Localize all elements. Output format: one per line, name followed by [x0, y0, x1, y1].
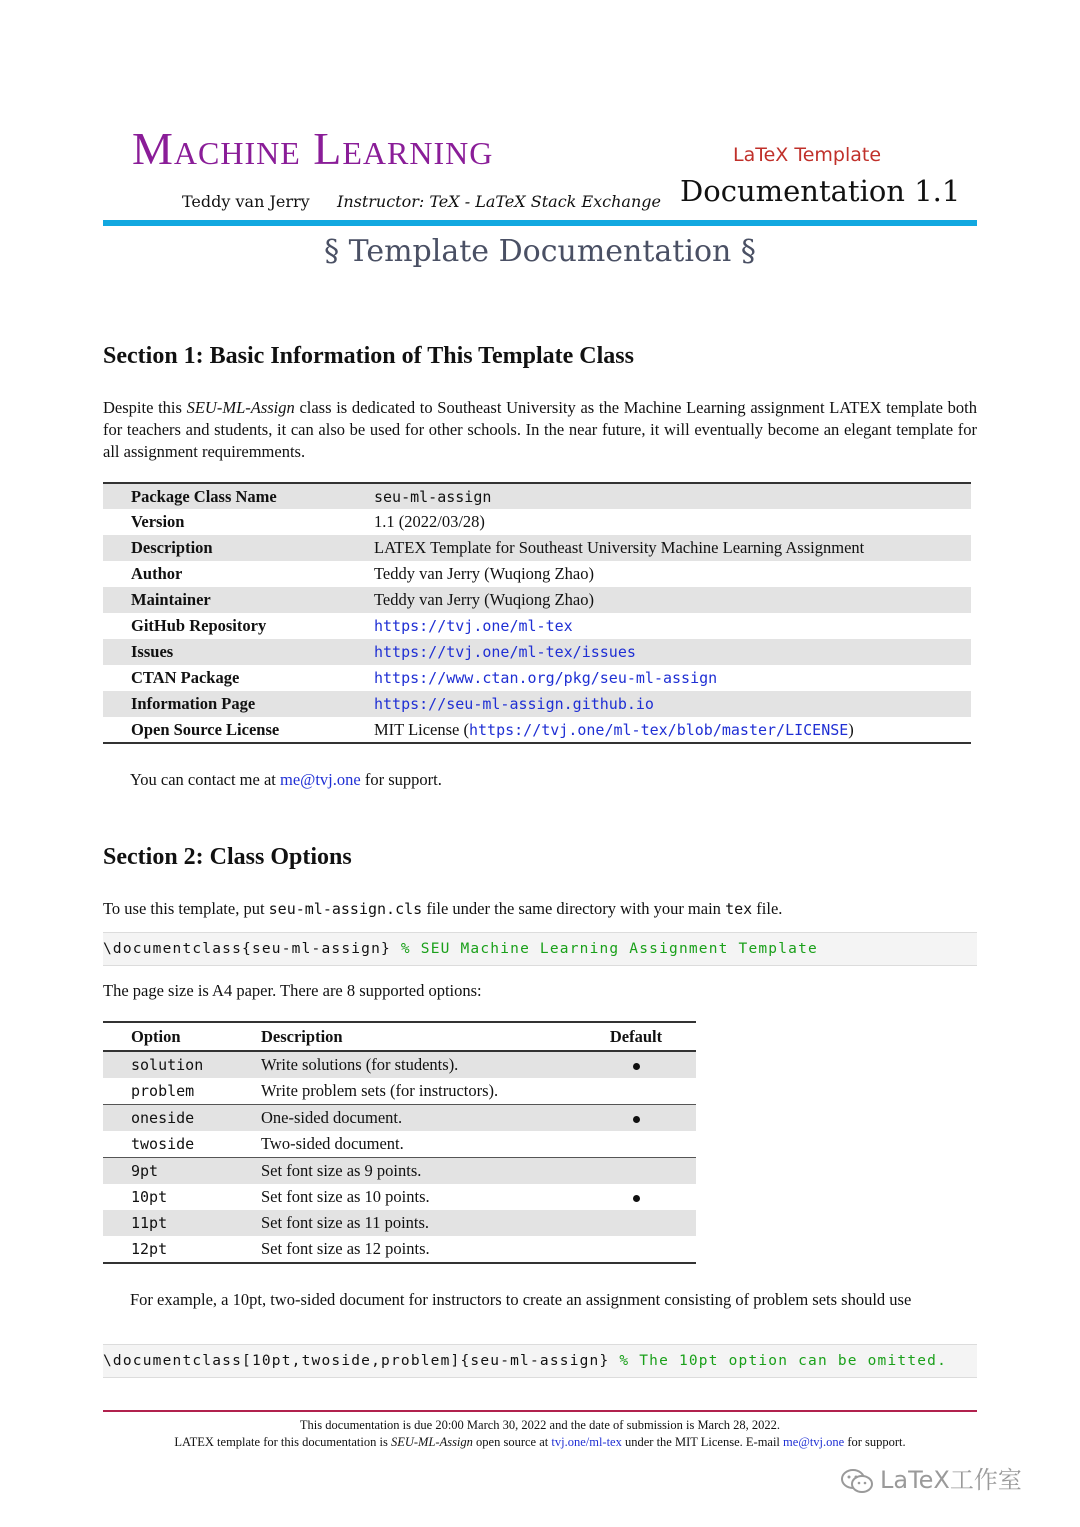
info-text: Teddy van Jerry (Wuqiong Zhao): [374, 590, 594, 609]
intro-before: Despite this: [103, 398, 187, 417]
info-row: [103, 561, 971, 587]
tex-word: tex: [725, 900, 753, 918]
option-default: [576, 1210, 696, 1236]
author-name: Teddy van Jerry: [182, 192, 310, 211]
page-size-text: The page size is A4 paper. There are 8 supported options:: [103, 981, 482, 1000]
page-subtitle: § Template Documentation §: [324, 234, 756, 269]
info-row: [103, 613, 971, 639]
license-link[interactable]: https://tvj.one/ml-tex/blob/master/LICENSE: [469, 720, 849, 739]
info-row: [103, 639, 971, 665]
info-key: CTAN Package: [131, 668, 240, 687]
info-value: [374, 639, 971, 665]
info-value: [374, 665, 971, 691]
info-link[interactable]: https://tvj.one/ml-tex: [374, 617, 573, 635]
option-description: Two-sided document.: [261, 1134, 404, 1153]
contact-email-link[interactable]: me@tvj.one: [280, 770, 361, 789]
info-row: [103, 691, 971, 717]
intro-class-name: SEU-ML-Assign: [186, 398, 295, 417]
option-description: Set font size as 10 points.: [261, 1187, 430, 1206]
info-key: GitHub Repository: [131, 616, 267, 635]
contact-before: You can contact me at: [130, 770, 280, 789]
example-sentence: For example, a 10pt, two-sided document for instructors to create an assignment consisting of problem sets should use: [130, 1290, 912, 1309]
footer-rule: [103, 1410, 977, 1412]
watermark-text: LaTeX工作室: [880, 1466, 1022, 1494]
info-key: Package Class Name: [131, 486, 277, 506]
code-command: \documentclass{seu-ml-assign}: [103, 941, 401, 957]
footer-text-d: for support.: [844, 1435, 906, 1449]
header-default: Default: [609, 1026, 663, 1046]
use-middle: file under the same directory with your main: [422, 899, 726, 918]
option-name: solution: [131, 1056, 204, 1074]
info-row: [103, 717, 971, 743]
template-label: LaTeX Template: [733, 144, 882, 166]
option-default: [576, 1184, 696, 1210]
usage-instructions: [103, 898, 977, 920]
package-info-table: [103, 482, 971, 744]
footer-due-date: This documentation is due 20:00 March 30, 2022 and the date of submission is March 28, 2022.: [299, 1418, 781, 1432]
option-name: 9pt: [131, 1162, 159, 1180]
info-text: 1.1 (2022/03/28): [374, 512, 485, 531]
option-row: [103, 1105, 696, 1132]
info-link[interactable]: https://seu-ml-assign.github.io: [374, 695, 654, 713]
section-2-title: Section 2: Class Options: [103, 844, 352, 870]
option-row: [103, 1210, 696, 1236]
default-bullet-icon: [633, 1063, 640, 1070]
use-after: file.: [752, 899, 783, 918]
info-value: [374, 535, 971, 561]
option-row: [103, 1078, 696, 1105]
code-comment: % The 10pt option can be omitted.: [619, 1353, 948, 1369]
option-description: One-sided document.: [261, 1108, 403, 1127]
info-key: Version: [131, 512, 185, 531]
option-name: 10pt: [131, 1188, 168, 1206]
intro-after: class is dedicated to Southeast University as the Machine Learning assignment LATEX template both for teachers and students, it can also be used for other schools. In the near future, it will eventually become an elegant template for all assignment requiremments.: [103, 398, 977, 461]
option-row: [103, 1131, 696, 1158]
info-row: [103, 483, 971, 509]
info-key: Maintainer: [131, 590, 211, 609]
info-key: Issues: [131, 642, 174, 661]
document-title: Machine Learning: [132, 123, 494, 174]
info-value: [374, 483, 971, 509]
option-name: twoside: [131, 1135, 195, 1153]
footer-text-c: under the MIT License. E-mail: [621, 1435, 784, 1449]
info-row: [103, 665, 971, 691]
default-bullet-icon: [633, 1195, 640, 1202]
watermark: [840, 1460, 1022, 1495]
option-description: Write solutions (for students).: [261, 1055, 459, 1074]
info-value: [374, 561, 971, 587]
option-row: [103, 1158, 696, 1185]
footer-email-link[interactable]: me@tvj.one: [783, 1435, 845, 1449]
default-bullet-icon: [633, 1116, 640, 1123]
info-key: Open Source License: [131, 719, 280, 739]
option-name: problem: [131, 1082, 195, 1100]
info-value: [374, 691, 971, 717]
code-comment: % SEU Machine Learning Assignment Template: [400, 941, 818, 957]
info-value: [374, 587, 971, 613]
code-block-example: [103, 1344, 977, 1378]
option-description: Set font size as 11 points.: [261, 1213, 430, 1232]
footer-class-name: SEU-ML-Assign: [390, 1435, 473, 1449]
contact-after: for support.: [360, 770, 442, 789]
class-options-table: [103, 1021, 696, 1264]
option-description: Set font size as 9 points.: [261, 1161, 422, 1180]
contact-line: [130, 769, 930, 791]
footer-repo-link[interactable]: tvj.one/ml-tex: [551, 1435, 622, 1449]
instructor-name: Instructor: TeX - LaTeX Stack Exchange: [337, 192, 661, 211]
option-description: Set font size as 12 points.: [261, 1239, 430, 1258]
option-default: [576, 1105, 696, 1132]
info-link[interactable]: https://tvj.one/ml-tex/issues: [374, 643, 636, 661]
footer-text-b: open source at: [472, 1435, 552, 1449]
documentation-version: Documentation 1.1: [680, 174, 961, 208]
info-key: Description: [131, 538, 213, 557]
footer-text-a: LATEX template for this documentation is: [174, 1435, 391, 1449]
footer-license-line: [0, 1435, 1080, 1450]
header-description: Description: [261, 1026, 343, 1046]
info-row: [103, 587, 971, 613]
option-row: [103, 1184, 696, 1210]
option-row: [103, 1236, 696, 1263]
info-value: [374, 613, 971, 639]
license-suffix: ): [848, 719, 854, 739]
info-text: Teddy van Jerry (Wuqiong Zhao): [374, 564, 594, 583]
option-row: [103, 1051, 696, 1078]
info-value: [374, 509, 971, 535]
info-row: [103, 535, 971, 561]
code-block-basic: [103, 932, 977, 966]
cls-filename: seu-ml-assign.cls: [268, 900, 423, 918]
example-text: [103, 1289, 977, 1311]
section-1-title: Section 1: Basic Information of This Template Class: [103, 343, 634, 369]
code-command: \documentclass[10pt,twoside,problem]{seu-ml-assign}: [103, 1353, 620, 1369]
use-before: To use this template, put: [103, 899, 269, 918]
license-prefix: MIT License (: [374, 719, 469, 739]
info-key: Information Page: [131, 694, 256, 713]
info-row: [103, 509, 971, 535]
section-1-intro: [103, 397, 977, 463]
info-key: Author: [131, 564, 183, 583]
option-default: [576, 1131, 696, 1158]
option-name: oneside: [131, 1109, 195, 1127]
header-rule: [103, 220, 977, 226]
option-default: [576, 1051, 696, 1078]
option-name: 12pt: [131, 1240, 168, 1258]
option-default: [576, 1158, 696, 1185]
option-default: [576, 1236, 696, 1263]
wechat-icon: [840, 1468, 874, 1494]
option-description: Write problem sets (for instructors).: [261, 1081, 499, 1100]
info-text: LATEX Template for Southeast University Machine Learning Assignment: [374, 538, 865, 557]
header-option: Option: [131, 1026, 181, 1046]
option-default: [576, 1078, 696, 1105]
info-value: [374, 717, 971, 743]
info-text: seu-ml-assign: [374, 487, 492, 506]
option-name: 11pt: [131, 1214, 168, 1232]
info-link[interactable]: https://www.ctan.org/pkg/seu-ml-assign: [374, 669, 718, 687]
